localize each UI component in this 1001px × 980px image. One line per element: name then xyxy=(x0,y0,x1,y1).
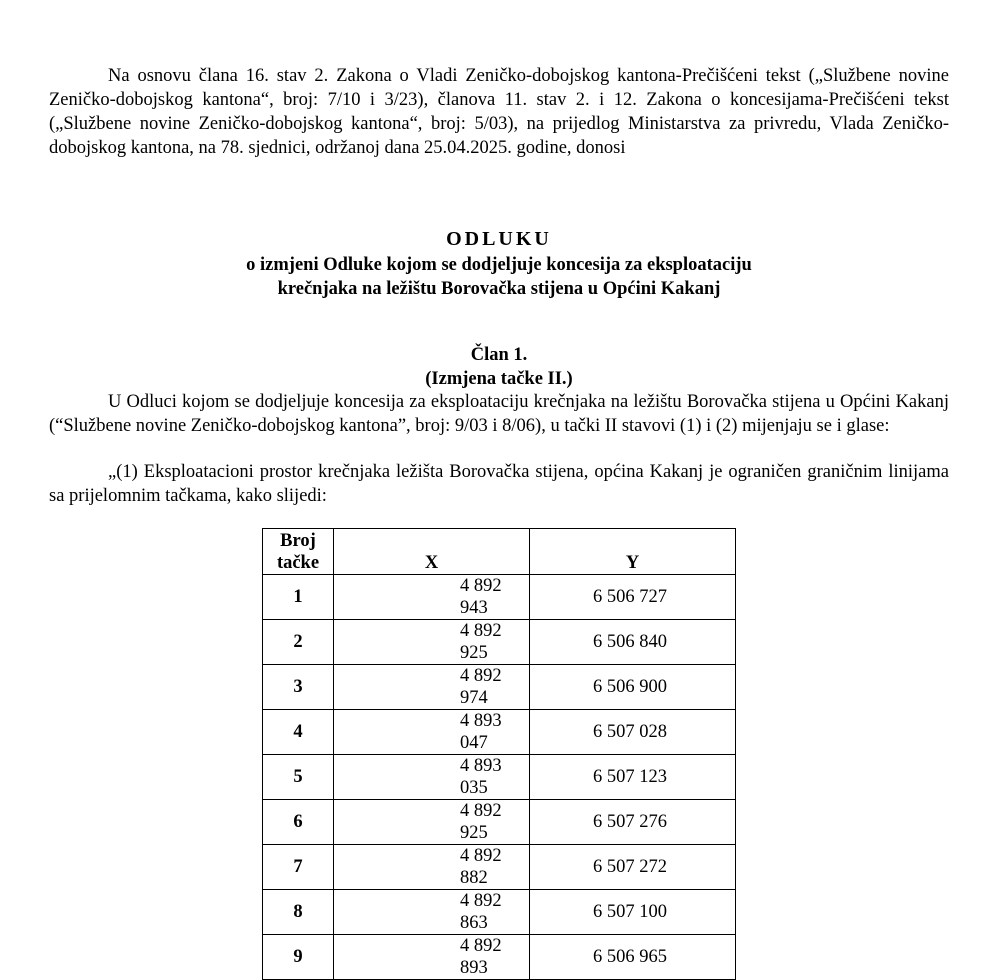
cell-y: 6 506 727 xyxy=(530,575,736,620)
cell-y: 6 507 123 xyxy=(530,755,736,800)
cell-point: 5 xyxy=(263,755,334,800)
cell-x: 4 892 925 xyxy=(334,800,530,845)
cell-x: 4 893 035 xyxy=(334,755,530,800)
cell-y: 6 507 028 xyxy=(530,710,736,755)
cell-y: 6 507 272 xyxy=(530,845,736,890)
cell-x: 4 892 974 xyxy=(334,665,530,710)
cell-point: 7 xyxy=(263,845,334,890)
cell-point: 1 xyxy=(263,575,334,620)
table-row xyxy=(263,665,736,710)
header-x: X xyxy=(334,529,530,575)
article-paragraph-1 xyxy=(49,390,949,438)
cell-point: 3 xyxy=(263,665,334,710)
cell-x: 4 892 882 xyxy=(334,845,530,890)
table-row xyxy=(263,575,736,620)
header-point-number xyxy=(263,529,334,575)
intro-paragraph xyxy=(49,64,949,160)
cell-x: 4 892 863 xyxy=(334,890,530,935)
table-row xyxy=(263,800,736,845)
article-paragraph-2-text: „(1) Eksploatacioni prostor krečnjaka ležišta Borovačka stijena, općina Kakanj je ograničen graničnim linijama sa prijelomnim tačkama, kako slijedi: xyxy=(49,462,949,506)
article-number: Član 1. xyxy=(470,345,528,365)
article-paragraph-1-text: U Odluci kojom se dodjeljuje koncesija za eksploataciju krečnjaka na ležištu Borovačka stijena u Općini Kakanj (“Službene novine Zeničko-dobojskog kantona”, broj: 9/03 i 8/06), u tački II stavovi (1) i (2) mijenjaju se i glase: xyxy=(49,392,949,436)
header-y: Y xyxy=(530,529,736,575)
table-row xyxy=(263,620,736,665)
subtitle-line-1: o izmjeni Odluke kojom se dodjeljuje koncesija za eksploataciju xyxy=(246,255,752,275)
cell-point: 9 xyxy=(263,935,334,980)
table-row xyxy=(263,710,736,755)
coordinates-table xyxy=(262,528,736,980)
document-title: ODLUKU xyxy=(446,228,552,250)
cell-y: 6 507 100 xyxy=(530,890,736,935)
article-subtitle: (Izmjena tačke II.) xyxy=(425,369,573,389)
table-row xyxy=(263,755,736,800)
cell-point: 4 xyxy=(263,710,334,755)
table-row xyxy=(263,935,736,980)
cell-x: 4 892 925 xyxy=(334,620,530,665)
document-subtitle xyxy=(49,253,949,301)
cell-x: 4 892 943 xyxy=(334,575,530,620)
cell-point: 2 xyxy=(263,620,334,665)
cell-point: 8 xyxy=(263,890,334,935)
header-point-line-1: Broj xyxy=(280,531,316,551)
cell-x: 4 892 893 xyxy=(334,935,530,980)
cell-point: 6 xyxy=(263,800,334,845)
cell-x: 4 893 047 xyxy=(334,710,530,755)
table-row xyxy=(263,890,736,935)
cell-y: 6 506 900 xyxy=(530,665,736,710)
cell-y: 6 506 840 xyxy=(530,620,736,665)
cell-y: 6 507 276 xyxy=(530,800,736,845)
intro-text: Na osnovu člana 16. stav 2. Zakona o Vladi Zeničko-dobojskog kantona-Prečišćeni tekst („Službene novine Zeničko-dobojskog kantona“, broj: 7/10 i 3/23), članova 11. stav 2. i 12. Zakona o koncesijama-Prečišćeni tekst („Službene novine Zeničko-dobojskog kantona“, broj: 5/03), na prijedlog Ministarstva za privredu, Vlada Zeničko-dobojskog kantona, na 78. sjednici, održanoj dana 25.04.2025. godine, donosi xyxy=(49,66,949,158)
table-header-row xyxy=(263,529,736,575)
header-point-line-2: tačke xyxy=(276,553,320,573)
subtitle-line-2: krečnjaka na ležištu Borovačka stijena u Općini Kakanj xyxy=(277,279,721,299)
article-paragraph-2 xyxy=(49,460,949,508)
table-row xyxy=(263,845,736,890)
cell-y: 6 506 965 xyxy=(530,935,736,980)
